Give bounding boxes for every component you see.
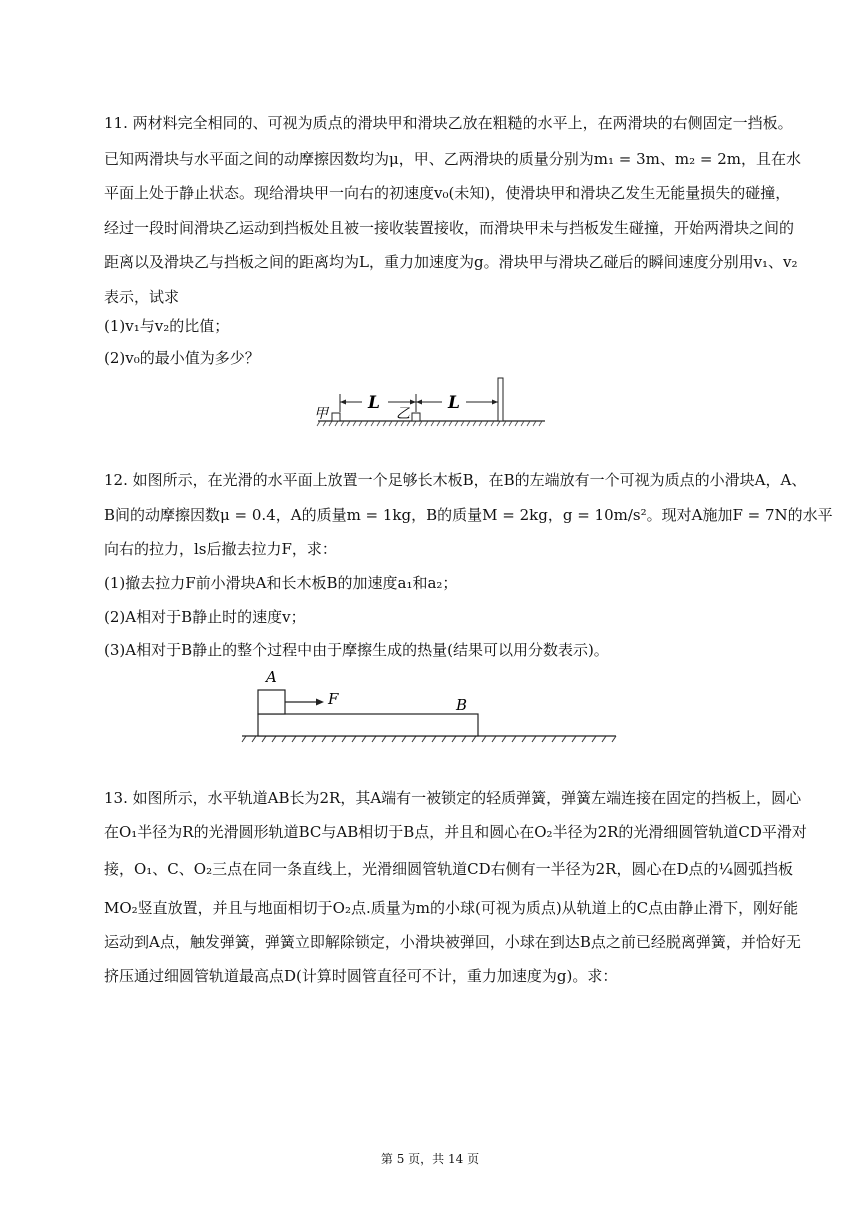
- q11-line-4: 经过一段时间滑块乙运动到挡板处且被一接收装置接收，而滑块甲未与挡板发生碰撞，开始两滑块之间的: [104, 219, 795, 237]
- q12-figure: [236, 662, 626, 750]
- q12-line-5: (2)A相对于B静止时的速度v；: [104, 608, 306, 626]
- q12-line-4: (1)撤去拉力F前小滑块A和长木板B的加速度a₁和a₂；: [104, 574, 458, 592]
- q13-line-4: MO₂竖直放置，并且与地面相切于O₂点.质量为m的小球(可视为质点)从轨道上的C点由静止滑下，刚好能: [104, 899, 799, 917]
- q12-line-1: 12. 如图所示，在光滑的水平面上放置一个足够长木板B，在B的左端放有一个可视为质点的小滑块A，A、: [104, 471, 807, 489]
- q13-line-3: 接，O₁、C、O₂三点在同一条直线上，光滑细圆管轨道CD右侧有一半径为2R，圆心在D点的¼圆弧挡板: [104, 860, 794, 878]
- q13-line-5: 运动到A点，触发弹簧，弹簧立即解除锁定，小滑块被弹回，小球在到达B点之前已经脱离弹簧，并恰好无: [104, 933, 801, 951]
- q11-line-8: (2)v₀的最小值为多少？: [104, 349, 260, 367]
- label-F: F: [328, 690, 339, 708]
- block-jia: [332, 413, 340, 421]
- label-yi: 乙: [396, 406, 410, 422]
- label-L-2: L: [448, 393, 460, 413]
- label-L-1: L: [368, 393, 380, 413]
- q11-figure: [300, 374, 560, 434]
- q13-line-2: 在O₁半径为R的光滑圆形轨道BC与AB相切于B点，并且和圆心在O₂半径为2R的光滑细圆管轨道CD平滑对: [104, 823, 807, 841]
- q11-line-1: 11. 两材料完全相同的、可视为质点的滑块甲和滑块乙放在粗糙的水平上，在两滑块的右侧固定一挡板。: [104, 114, 793, 132]
- label-B: B: [456, 696, 468, 714]
- q11-line-3: 平面上处于静止状态。现给滑块甲一向右的初速度v₀(未知)，使滑块甲和滑块乙发生无能量损失的碰撞，: [104, 184, 791, 202]
- q11-line-2: 已知两滑块与水平面之间的动摩擦因数均为μ，甲、乙两滑块的质量分别为m₁ = 3m、m₂ = 2m，且在水: [104, 150, 801, 168]
- q12-line-2: B间的动摩擦因数μ = 0.4，A的质量m = 1kg，B的质量M = 2kg，g = 10m/s²。现对A施加F = 7N的水平: [104, 506, 833, 524]
- q11-line-7: (1)v₁与v₂的比值；: [104, 317, 230, 335]
- q13-line-6: 挤压通过细圆管轨道最高点D(计算时圆管直径可不计，重力加速度为g)。求：: [104, 967, 618, 985]
- board-B: [258, 714, 478, 736]
- block-A: [258, 690, 285, 714]
- block-yi: [412, 413, 420, 421]
- q11-line-5: 距离以及滑块乙与挡板之间的距离均为L，重力加速度为g。滑块甲与滑块乙碰后的瞬间速度分别用v₁、v₂: [104, 253, 798, 271]
- q12-line-6: (3)A相对于B静止的整个过程中由于摩擦生成的热量(结果可以用分数表示)。: [104, 641, 609, 659]
- label-A: A: [266, 668, 277, 686]
- wall-barrier: [498, 378, 503, 421]
- page-footer: 第 5 页，共 14 页: [380, 1152, 480, 1166]
- label-jia: 甲: [314, 406, 328, 422]
- q12-line-3: 向右的拉力，ls后撤去拉力F，求：: [104, 540, 337, 558]
- q11-line-6: 表示，试求: [104, 288, 180, 306]
- q13-line-1: 13. 如图所示，水平轨道AB长为2R，其A端有一被锁定的轻质弹簧，弹簧左端连接在固定的挡板上，圆心: [104, 789, 802, 807]
